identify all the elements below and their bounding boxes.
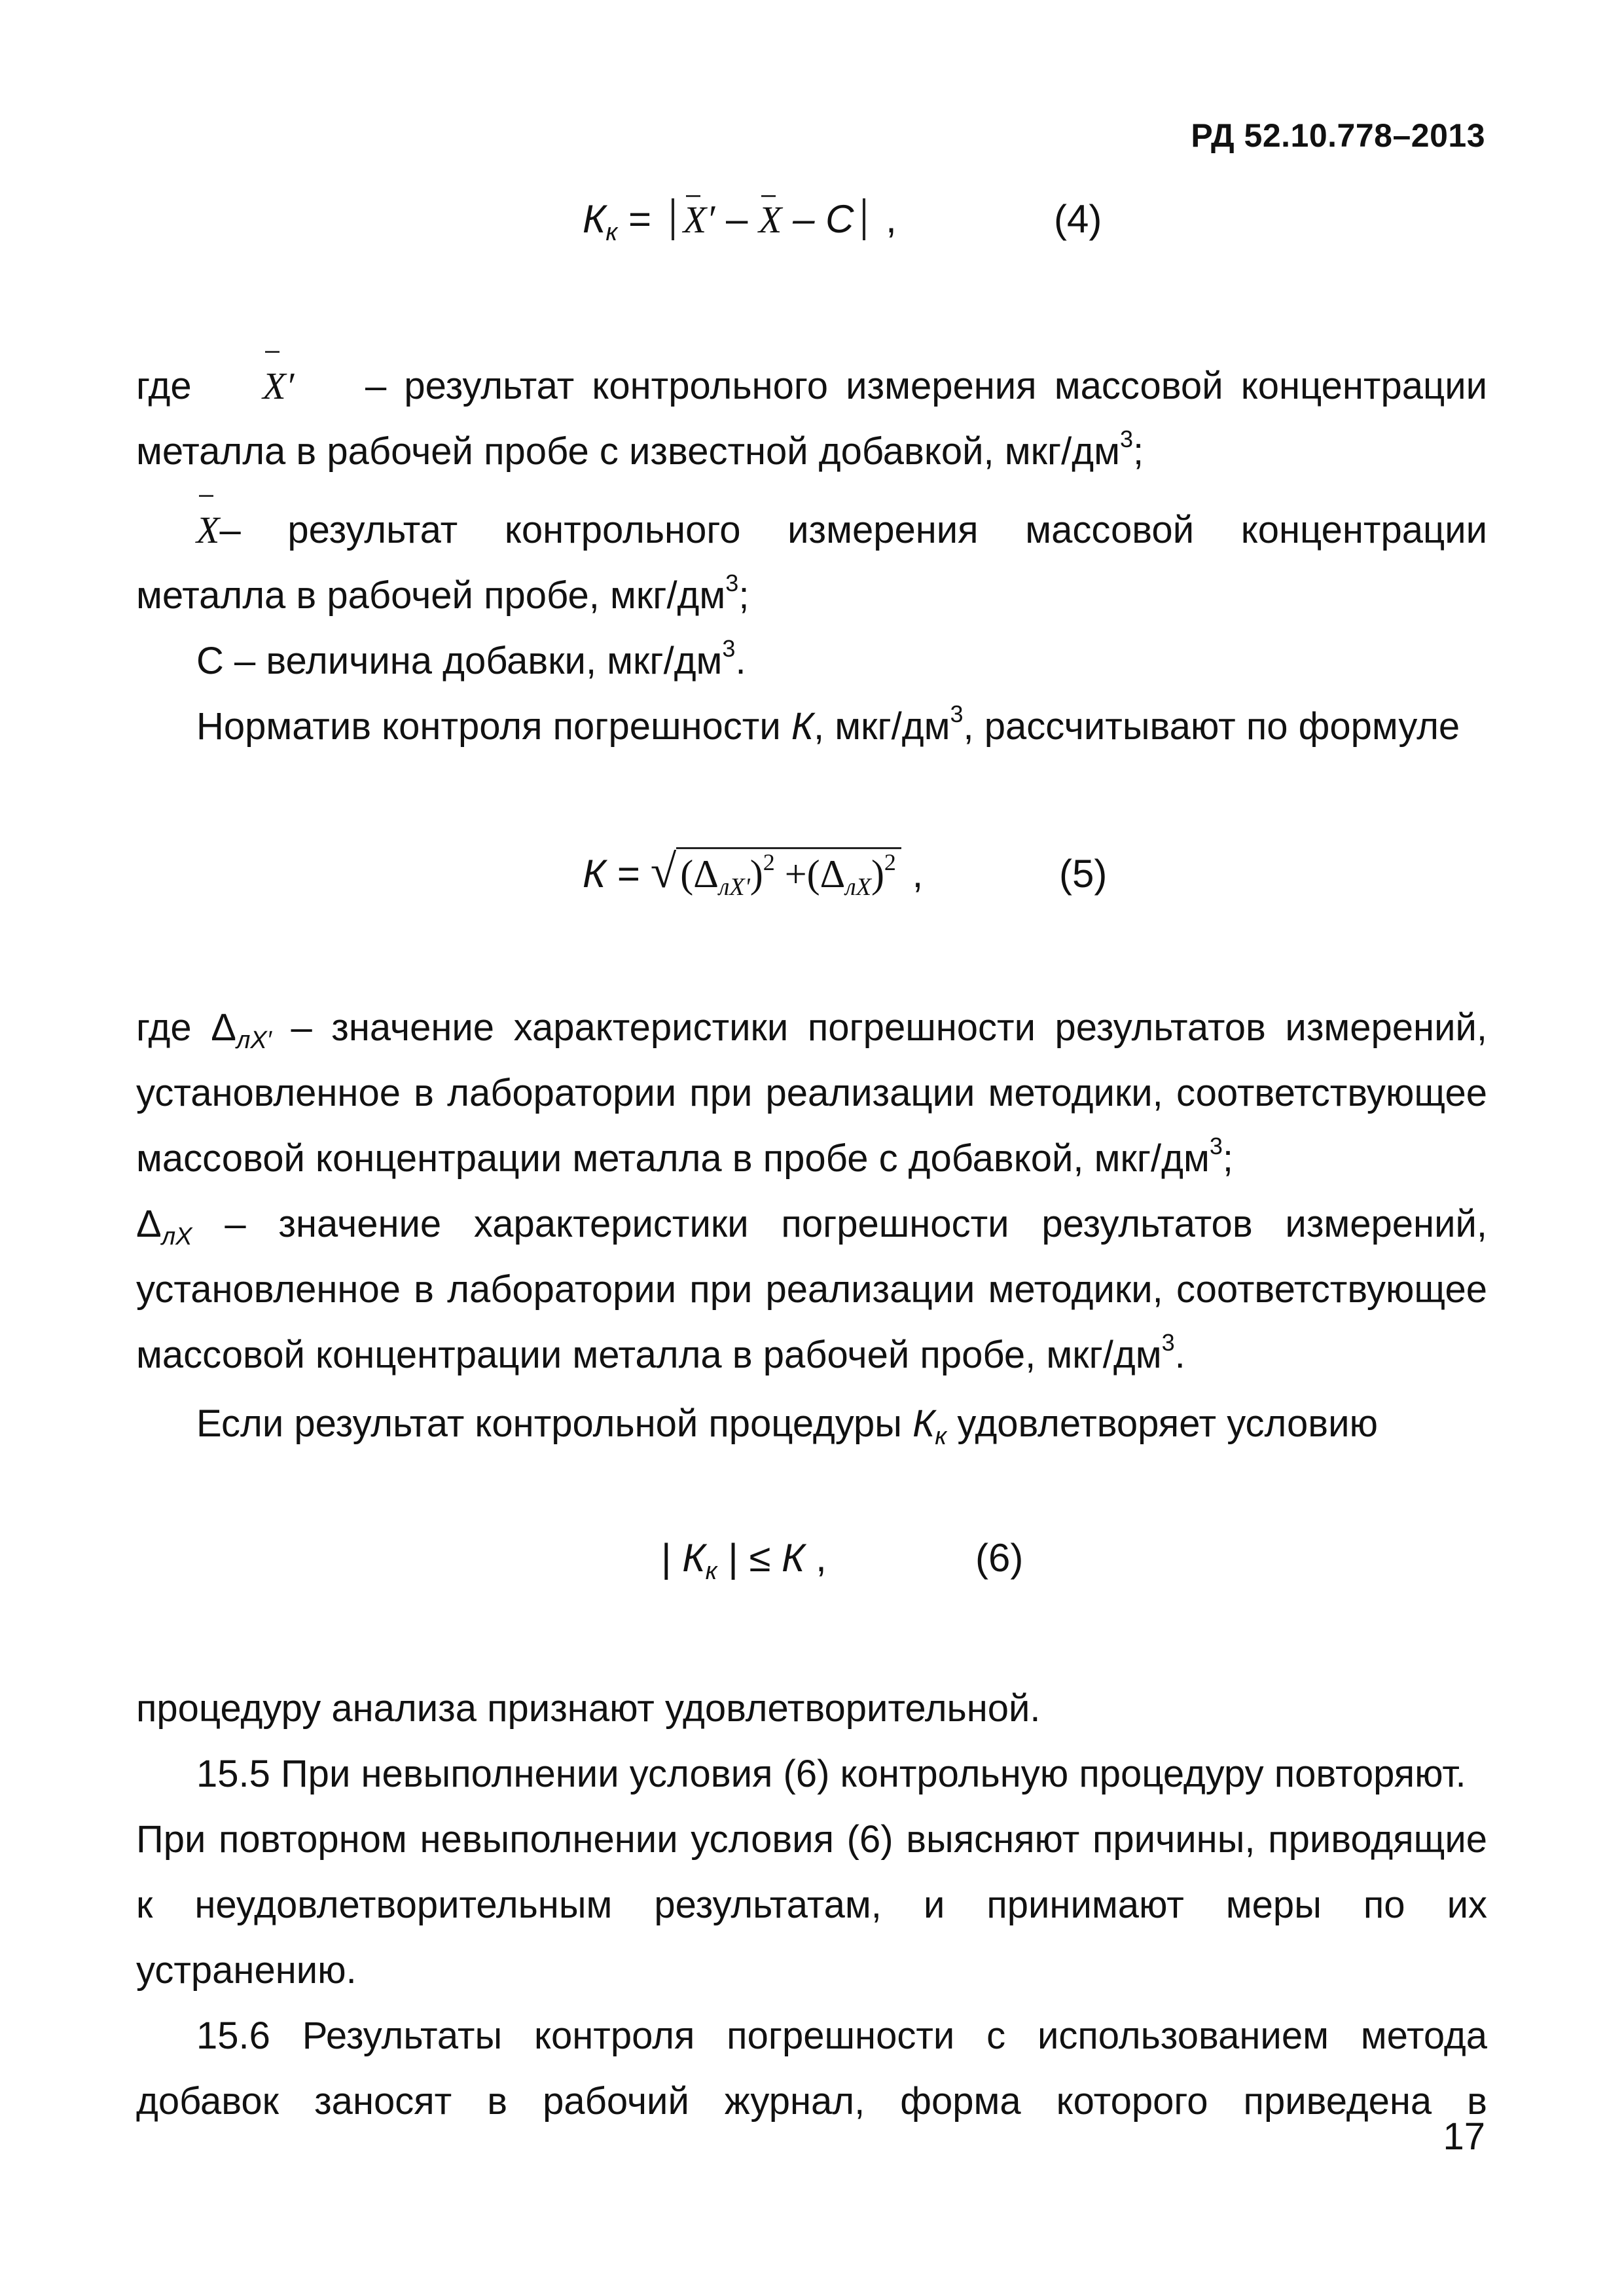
page-number: 17 [1443,2115,1485,2158]
formula-4-minus1: – [715,197,759,241]
norm-line [196,694,1487,759]
where-2-line-2 [136,563,1487,629]
delta-1-text-1: – значение характеристики погрешности результатов измерений, [271,1006,1488,1049]
radicand-a-pow: 2 [763,849,775,875]
delta-2-sub: лX [161,1223,192,1250]
formula-6-k: К [682,1536,706,1580]
p155-line-1: 15.5 При невыполнении условия (6) контрольную процедуру повторяют. [196,1753,1466,1795]
superscript: 3 [1209,1133,1223,1159]
delta-1-sub: лX′ [236,1027,272,1054]
delta-2-text-1: – значение характеристики погрешности результатов измерений, [192,1203,1487,1245]
formula-6 [661,1535,827,1585]
formula-4-comma: , [875,197,897,241]
p156-line-1: 15.6 Результаты контроля погрешности с использованием метода [196,2014,1487,2057]
formula-5-lhs: К = [583,852,651,896]
punct: ; [738,574,749,617]
formula-4 [583,196,897,246]
radicand-plus: +(Δ [774,852,846,896]
condition-pre: Если результат контрольной процедуры [196,1402,913,1445]
p156-line-2: добавок заносят в рабочий журнал, форма которого приведена в [136,2080,1487,2123]
norm-pre: Норматив контроля погрешности [196,705,791,748]
condition-post: удовлетворяет условию [947,1402,1379,1445]
x-bar-prime-symbol: X [262,354,285,419]
where-1-text-1: – результат контрольного измерения массовой концентрации [365,365,1487,407]
condition-k: К [912,1402,935,1445]
formula-4-minus2: – С [782,197,854,241]
where-2-line-1 [196,498,1487,563]
x-bar-symbol: X [196,498,219,563]
superscript: 3 [1161,1329,1175,1356]
condition-k-sub: к [935,1423,947,1450]
x-bar: X [759,198,782,241]
delta-1-line-2: установленное в лаборатории при реализации методики, соответствующее [136,1072,1487,1114]
abs-bar-left [672,198,674,240]
where-1-text-2: металла в рабочей пробе с известной добавкой, мкг/дм [136,430,1121,473]
punct: . [735,640,746,682]
equation-number-5: (5) [1059,852,1108,896]
prime-mark: ′ [285,365,295,407]
superscript: 3 [950,701,964,727]
x-bar-prime: X [683,198,707,241]
formula-4-lhs-sub: к [605,219,618,246]
delta-2-text-3: массовой концентрации металла в рабочей пробе, мкг/дм [136,1334,1162,1376]
punct: ; [1133,430,1144,473]
radicand-a-sub: лX' [718,873,750,901]
delta-2-line-1 [136,1192,1487,1257]
norm-mid: , мкг/дм [814,705,950,748]
delta-1-line-3 [136,1126,1487,1192]
formula-4-eq: = [617,197,662,241]
delta-1-text-3: массовой концентрации металла в пробе с добавкой, мкг/дм [136,1137,1210,1180]
radicand-b-sub: лX [845,873,871,901]
prime-mark: ′ [706,198,715,241]
p155-line-2: При повторном невыполнении условия (6) выясняют причины, приводящие [136,1818,1487,1861]
where-1-line-2 [136,419,1487,484]
where-2-text-1: – результат контрольного измерения массовой концентрации [219,509,1487,551]
formula-5 [583,845,923,899]
delta-2-line-3 [136,1322,1487,1388]
formula-6-close: | ≤ [717,1536,782,1580]
formula-6-k-sub: к [705,1558,717,1585]
delta-1-prefix: где Δ [136,1006,236,1049]
equation-number-6: (6) [975,1536,1024,1580]
accept-line: процедуру анализа признают удовлетворительной. [136,1687,1041,1730]
norm-post: , рассчитывают по формуле [963,705,1460,748]
superscript: 3 [725,570,739,596]
sqrt-radicand: $(\Delta_{лX'})^2 +(\Delta_{лX})^2$ [676,847,901,897]
where-3-text: С – величина добавки, мкг/дм [196,640,723,682]
document-code-header: РД 52.10.778–2013 [1191,117,1485,154]
punct: . [1174,1334,1185,1376]
where-prefix: где [136,365,192,407]
where-3-line [196,629,1487,694]
superscript: 3 [722,635,736,662]
radicand-a: (Δ [680,852,719,896]
equation-number-4: (4) [1054,197,1102,241]
norm-k: К [791,705,814,748]
formula-4-lhs: К [583,197,606,241]
delta-1-line-1 [136,995,1487,1061]
delta-2-line-2: установленное в лаборатории при реализации методики, соответствующее [136,1268,1487,1311]
formula-6-comma: , [804,1536,827,1580]
p155-line-4: устранению. [136,1949,357,1992]
where-2-text-2: металла в рабочей пробе, мкг/дм [136,574,726,617]
delta-2-prefix: Δ [136,1203,162,1245]
where-1-line-1 [136,354,1487,419]
punct: ; [1222,1137,1234,1180]
superscript: 3 [1120,426,1134,452]
formula-6-open: | [661,1536,683,1580]
condition-line [196,1391,1487,1457]
abs-bar-right [863,198,865,240]
formula-6-rhs: К [782,1536,805,1580]
p155-line-3: к неудовлетворительным результатам, и принимают меры по их [136,1884,1487,1926]
formula-5-comma: , [901,852,924,896]
sqrt-sign: √ [650,845,677,898]
radicand-b-pow: 2 [884,849,896,875]
